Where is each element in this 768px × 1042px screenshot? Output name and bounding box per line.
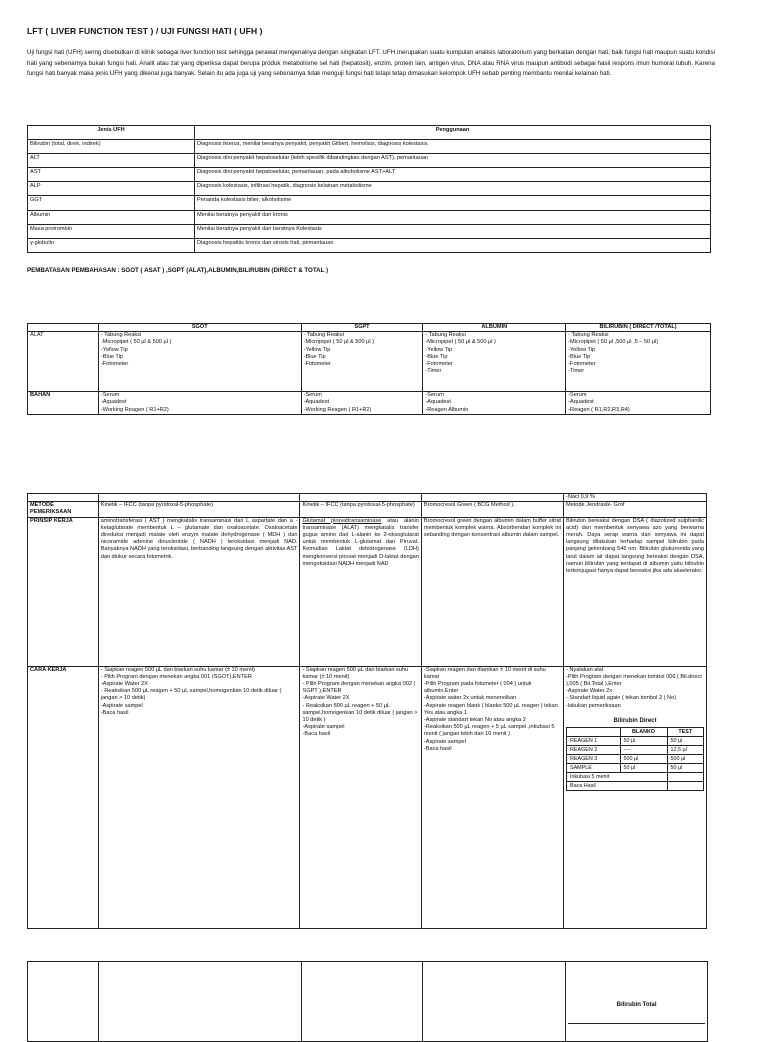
- table-cell: aminotransferasi ( AST ) mengkatalis transaminasi dari L aspartate dan a - ketaglutarate membentuk L – glutamate dan oxaloacetate. Oxaloacetate direduksi menjadi malate oleh enzym malate dehydrogenase ( MDH ) dan nicoramide adenine dinucleotide ( NADH ) teroksidasi menjadi NAD. Banyaknya NADH yang teroksidasi, berbanding langsung dengan aktivitas AST dan diukur secara fotometrik.: [98, 517, 300, 666]
- table-cell: - Tabung Reaksi -Micropipet ( 50 µl & 500 µl ) -Yellow Tip -Blue Tip -Fotometer: [98, 332, 301, 392]
- column-header: BLANKO: [620, 728, 667, 737]
- table-row: [28, 238, 711, 252]
- table-row: [28, 168, 711, 182]
- ufh-table: [27, 125, 711, 253]
- table-cell: Masa protrombin: [28, 224, 195, 238]
- table-header-row: [566, 728, 703, 737]
- column-header: [28, 324, 99, 332]
- table-cell: GGT: [28, 196, 195, 210]
- table-cell: Menilai beratnya penyakit dan beratnya Kolestasis: [195, 224, 711, 238]
- table-cell: Diagnosis dini penyakit hepatoselular, pemantauan, pada alkoholisme AST>ALT: [195, 168, 711, 182]
- table-cell: Metode Jendrasik- Grof: [563, 502, 706, 517]
- table-cell: -Serum -Aquadest -Working Reagen ( R1+R2): [98, 392, 301, 415]
- equipment-table: [27, 323, 711, 415]
- bilirubin-direct-table: [566, 727, 704, 791]
- column-header: TEST: [667, 728, 703, 737]
- table-cell: Bilirubin (total, direk, indirek): [28, 140, 195, 154]
- table-cell: REAGEN 3: [566, 755, 620, 764]
- table-row: [28, 140, 711, 154]
- table-row: [28, 210, 711, 224]
- table-row: [566, 737, 703, 746]
- section-heading: PEMBATASAN PEMBAHASAN : SGOT ( ASAT ) ,SGPT (ALAT),ALBUMIN,BILIRUBIN (DIRECT & TOTAL ): [27, 267, 329, 274]
- table-cell: REAGEN 1: [566, 737, 620, 746]
- table-header-row: [28, 126, 711, 140]
- table-cell: 500 µl: [667, 755, 703, 764]
- table-cell: Kinetik – IFCC (tanpa pyridoxal-5-phosphate): [300, 502, 421, 517]
- row-label: METODE PEMERIKSAAN: [28, 502, 99, 517]
- bilirubin-total-table: [27, 961, 708, 1042]
- table-row: [566, 746, 703, 755]
- table-cell: - Tabung Reaksi -Micropipet ( 50 µl & 500 µl ) -Yellow Tip -Blue Tip -Fotometer: [301, 332, 423, 392]
- table-row: [28, 502, 707, 517]
- column-header: SGPT: [301, 324, 423, 332]
- table-cell: Bromocresol Green ( BCG Method ).: [421, 502, 563, 517]
- table-cell: 50 µl: [620, 737, 667, 746]
- table-row: [566, 764, 703, 773]
- bilirubin-total-title: Bilirubin Total: [616, 1002, 657, 1008]
- table-cell: [300, 494, 421, 502]
- table-cell: [667, 782, 703, 791]
- table-cell: 500 µl: [620, 755, 667, 764]
- document-title: LFT ( LIVER FUNCTION TEST ) / UJI FUNGSI HATI ( UFH ): [27, 26, 263, 36]
- column-header: [566, 728, 620, 737]
- table-row: [28, 224, 711, 238]
- table-cell: Kinetik – IFCC (tanpa pyridoxal-5-phosphate): [98, 502, 300, 517]
- table-cell: Diagnosis hepatitis kronis dan sirosis hati, pemantauan: [195, 238, 711, 252]
- table-row: [28, 392, 711, 415]
- table-cell: [28, 962, 99, 1042]
- column-header: SGOT: [98, 324, 301, 332]
- table-cell: ----: [620, 746, 667, 755]
- table-cell: [667, 773, 703, 782]
- table-cell: [28, 494, 99, 502]
- table-cell: Bilirubin bereaksi dengan DSA ( diazotized sulphanilic acid) dan membentuk senyawa azo yang berwarna merah. Daya serap warna dari senyawa ini dapat langsung dilakukan terhadap sampel bilirubin pada panjang gelombang 546 nm. Bilirubin glukuronida yang larut dalam air dapat langsung bereaksi dengan DSA, namun bilirubin yang terdapat di albumin yaitu bilirubin terkonjugasi hanya dapat bereaksi jika ada akselerator.: [563, 517, 706, 666]
- table-row: [566, 755, 703, 764]
- cell-text: atau alanin transaminase (ALAT) mengkatalis transfer gugus amino dari L-alanin ke 2-oksoglutarat untuk membentuk L-glutamat dan Piruvat. Kemudian Laktat dehidrogenase (LDH) mengkonversi piruvat menjadi D-laktat dengan mengoksidasi NADH menjadi NAD: [302, 517, 419, 567]
- table-cell: [423, 962, 566, 1042]
- table-cell: ALP: [28, 182, 195, 196]
- table-row: [28, 666, 707, 928]
- table-header-row: [28, 324, 711, 332]
- table-cell: - Tabung Reaksi -Micropipet ( 50 µl & 500 µl ) -Yellow Tip -Blue Tip -Fotometer -Timer: [423, 332, 566, 392]
- table-cell: [98, 494, 300, 502]
- row-label: PRINSIP KERJA: [28, 517, 99, 666]
- row-label: BAHAN: [28, 392, 99, 415]
- table-row: [566, 773, 703, 782]
- table-row: [28, 332, 711, 392]
- table-cell: [98, 962, 301, 1042]
- table-cell: Bromocresol green dengan albumin dalam buffer sitrat membentuk komplek warna. Absorbendari komplek ini sebanding dengan konsentrasi albumin dalam sampel.: [421, 517, 563, 666]
- table-cell: Baca Hasil: [566, 782, 667, 791]
- table-cell: AST: [28, 168, 195, 182]
- intro-paragraph: Uji fungsi hati (UFH) sering disebutkan di klinik sebagai liver function test sehingga perawat mengenalnya dengan singkatan LFT. UFH merupakan suatu kumpulan analisis laboratorium yang berkaitan dengan hati, baik fungsi hati maupun suatu kondisi hati yang sebenarnya bukan fungsi hati. Analit atau zat yang diperiksa dapat berupa produk metabolisme sel hati (hepatosit), enzim, protein lain, antigen virus, DNA atau RNA virus maupun antibodi sebagai hasil respons imun humoral tubuh. Karena fungsi hati banyak maka jenis UFH yang dikenal juga banyak. Selain itu ada juga uji yang sebenarnya tidak menguji fungsi hati tetapi tetap dimasukan kelompok UFH sebab penting membantu menilai kelainan hati.: [27, 49, 715, 77]
- table-cell: -Nacl 0,9 %: [563, 494, 706, 502]
- bilirubin-direct-title: Bilirubin Direct: [613, 717, 657, 724]
- table-cell: - Tabung Reaksi -Micropipet ( 50 µl ,500 µl ,5 – 50 µl) -Yellow Tip -Blue Tip -Fotometer -Timer: [566, 332, 711, 392]
- table-cell: ALT: [28, 154, 195, 168]
- column-header: Jenis UFH: [28, 126, 195, 140]
- column-header: Penggunaan: [195, 126, 711, 140]
- table-cell: [421, 494, 563, 502]
- row-label: ALAT: [28, 332, 99, 392]
- table-cell: [563, 666, 706, 928]
- table-cell: - Siapkan reagen 500 µL dan biarkan suhu kamar (± 10 menit) - Pilih Program dengan menekan angka 002 ( SGPT ),ENTER -Aspirate Water 2X - Reaksikan 500 µL reagen + 50 µL sampel,homogenkan 10 detik diluar ( jangan > 10 detik ) -Aspirate sampel -Baca hasil: [300, 666, 421, 928]
- method-table: [27, 493, 707, 929]
- table-cell: [566, 962, 708, 1042]
- table-cell: Diagnosis ikterus, menilai beratnya penyakit, penyakit Gilbert, hemolisis, diagnosis kolestasis.: [195, 140, 711, 154]
- column-header: BILIRUBIN ( DIRECT /TOTAL): [566, 324, 711, 332]
- table-row: [28, 196, 711, 210]
- table-row: [28, 517, 707, 666]
- table-cell: -Serum -Aquadest -Working Reagen ( R1+R2): [301, 392, 423, 415]
- table-cell: 50 µl: [620, 764, 667, 773]
- table-cell: 50 µl: [667, 764, 703, 773]
- table-cell: Penanda kolestasis bilier, alkoholisme: [195, 196, 711, 210]
- underlined-term: Glutamat piruvattransaminase: [302, 517, 382, 524]
- table-cell: 50 µl: [667, 737, 703, 746]
- row-label: CARA KERJA: [28, 666, 99, 928]
- table-row: [566, 782, 703, 791]
- table-row: [28, 962, 708, 1042]
- bilirubin-procedure: - Nyalakan alat -Pilih Program dengan menekan tombol 006 ( Bil.direct ),005 ( Bil.Total ),Enter -Aspirate Water 2x - Standart liquid again ( tekan tombol 2 ( No) -lakukan pemeriksaan: [565, 666, 702, 709]
- table-cell: [300, 517, 421, 666]
- table-cell: γ-globulin: [28, 238, 195, 252]
- table-cell: Diagnosis dini penyakit hepatoselular (lebih spesifik dibandingkan dengan AST), pemantauan: [195, 154, 711, 168]
- table-cell: -Serum -Aquadest -Reagen ( R1,R2,R3,R4): [566, 392, 711, 415]
- table-cell: Diagnosis kolestasis, infiltrasi hepatik, diagnosis kelainan metabolisme: [195, 182, 711, 196]
- table-cell: Inkubasi 5 menit: [566, 773, 667, 782]
- table-row: [28, 182, 711, 196]
- table-cell: -Serum -Aquadest -Reagen Albumin: [423, 392, 566, 415]
- table-row: [28, 154, 711, 168]
- table-cell: Menilai beratnya penyakit dan kronis: [195, 210, 711, 224]
- column-header: ALBUMIN: [423, 324, 566, 332]
- table-cell: SAMPLE: [566, 764, 620, 773]
- table-cell: [301, 962, 423, 1042]
- table-cell: REAGEN 2: [566, 746, 620, 755]
- table-cell: 12,5 µl: [667, 746, 703, 755]
- table-cell: - Siapkan reagen 500 µL dan biarkan suhu kamar (± 10 menit) - Pilih Program dengan menekan angka 001 (SGOT),ENTER -Aspirate Water 2X - Reaksikan 500 µL reagen + 50 µL sampel,homogenkan 10 detik diluar ( jangan > 10 detik) -Aspirate sampel -Baca hasil: [98, 666, 300, 928]
- table-cell: -Siapkan reagen dan diamkan ± 10 menit di suhu kamar -Pilih Program pada fotometer ( 004 ) untuk albumin,Enter -Aspirate water 2x untuk menenolkan -Aspirate reagen blank ( blanko 500 µL reagen ) tekan Yes atau angka 1 -Aspirate standart tekan No atau angka 2 -Reaksikan 500 µL reagen + 5 µL sampel ,inkubasi 5 menit ( jangan lebih dari 10 menit ) -Aspirate sampel -Baca hasil: [421, 666, 563, 928]
- table-cell: Albumin: [28, 210, 195, 224]
- table-row: [28, 494, 707, 502]
